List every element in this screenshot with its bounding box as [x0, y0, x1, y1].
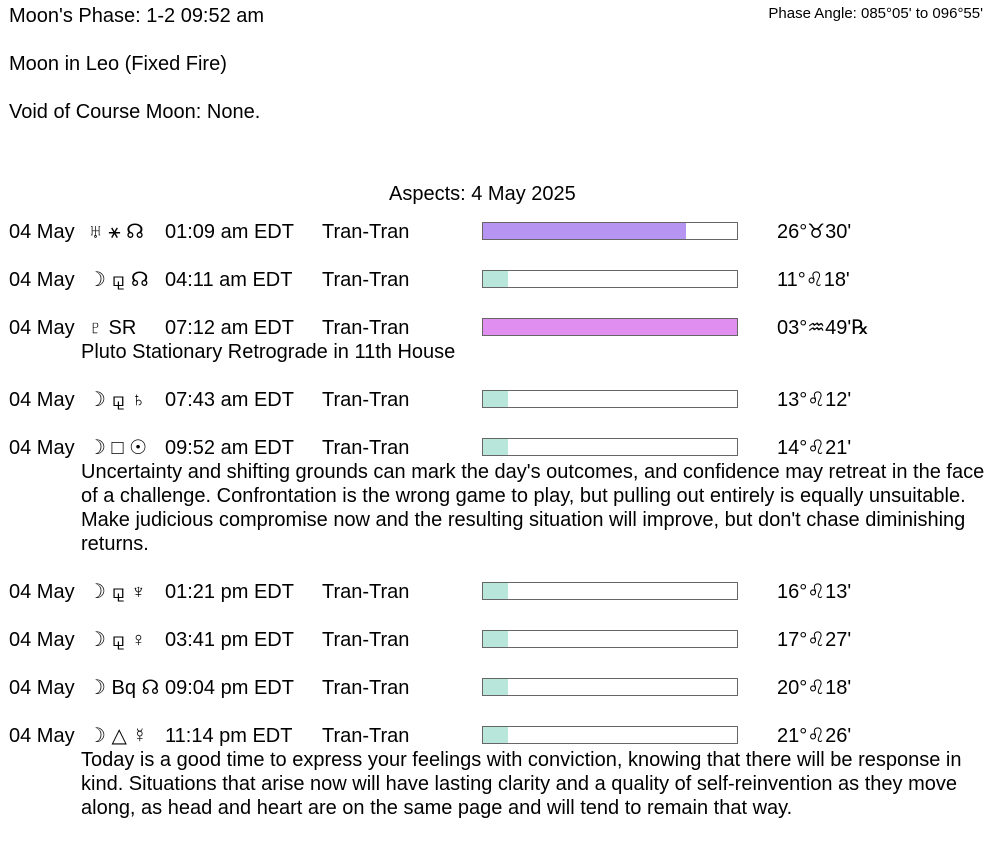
aspect-date: 04 May	[9, 389, 75, 411]
aspect-strength-bar	[482, 222, 738, 240]
aspect-row	[0, 628, 994, 652]
aspect-strength-fill	[483, 391, 508, 407]
aspect-date: 04 May	[9, 629, 75, 651]
aspect-position: 17°♌27'	[777, 629, 852, 651]
aspect-type: Tran-Tran	[322, 221, 410, 243]
aspect-row	[0, 268, 994, 292]
aspect-row	[0, 580, 994, 604]
aspect-type: Tran-Tran	[322, 677, 410, 699]
aspect-type: Tran-Tran	[322, 389, 410, 411]
aspect-glyphs: ☽ □ ☉	[88, 437, 148, 459]
aspect-glyphs: ♅ ⚹ ☊	[88, 221, 144, 243]
aspect-interpretation: Today is a good time to express your feelings with conviction, knowing that there will be response in kind. Situations that arise now will have lasting clarity and a quality of self-reinvention as they move along, as head and heart are on the same page and will tend to remain that way.	[81, 749, 962, 819]
aspect-time: 04:11 am EDT	[165, 269, 293, 291]
aspect-position: 03°♒49'℞	[777, 317, 870, 339]
aspects-title: Aspects: 4 May 2025	[389, 183, 576, 205]
aspect-glyphs: ☽ ⚼ ♆	[88, 581, 146, 603]
aspect-strength-bar	[482, 270, 738, 288]
aspect-strength-bar	[482, 318, 738, 336]
aspect-strength-bar	[482, 390, 738, 408]
moon-phase-text: Moon's Phase: 1-2 09:52 am	[9, 5, 265, 27]
aspect-row	[0, 436, 994, 460]
aspect-date: 04 May	[9, 581, 75, 603]
void-of-course-text: Void of Course Moon: None.	[9, 101, 261, 123]
aspect-row	[0, 220, 994, 244]
aspect-position: 21°♌26'	[777, 725, 852, 747]
aspect-date: 04 May	[9, 677, 75, 699]
aspect-type: Tran-Tran	[322, 437, 410, 459]
aspect-strength-fill	[483, 271, 508, 287]
aspect-position: 14°♌21'	[777, 437, 852, 459]
aspect-strength-fill	[483, 727, 508, 743]
aspect-strength-bar	[482, 438, 738, 456]
aspect-time: 09:52 am EDT	[165, 437, 294, 459]
aspect-date: 04 May	[9, 269, 75, 291]
aspect-interpretation: Pluto Stationary Retrograde in 11th House	[81, 341, 456, 363]
aspect-time: 07:12 am EDT	[165, 317, 294, 339]
aspect-time: 01:21 pm EDT	[165, 581, 294, 603]
aspect-glyphs: ☽ ⚼ ♀	[88, 629, 146, 651]
aspect-position: 16°♌13'	[777, 581, 852, 603]
aspect-date: 04 May	[9, 437, 75, 459]
aspect-glyphs: ☽ ⚼ ♄	[88, 389, 146, 411]
aspect-interpretation: Uncertainty and shifting grounds can mark the day's outcomes, and confidence may retreat in the face of a challenge. Confrontation is the wrong game to play, but pulling out entirely is equally unsuitable. Make judicious compromise now and the resulting situation will improve, but don't chase diminishing returns.	[81, 461, 985, 555]
aspect-position: 11°♌18'	[777, 269, 850, 291]
aspect-strength-bar	[482, 630, 738, 648]
aspect-position: 20°♌18'	[777, 677, 852, 699]
aspect-strength-bar	[482, 582, 738, 600]
aspect-strength-fill	[483, 223, 686, 239]
phase-angle-text: Phase Angle: 085°05' to 096°55'	[768, 5, 983, 22]
aspect-strength-fill	[483, 679, 508, 695]
aspect-time: 03:41 pm EDT	[165, 629, 294, 651]
aspect-glyphs: ☽ Bq ☊	[88, 677, 160, 699]
aspect-position: 26°♉30'	[777, 221, 852, 243]
aspect-strength-fill	[483, 319, 737, 335]
aspect-type: Tran-Tran	[322, 725, 410, 747]
aspect-strength-fill	[483, 583, 508, 599]
aspect-row	[0, 388, 994, 412]
aspect-glyphs: ☽ ⚼ ☊	[88, 269, 149, 291]
aspect-date: 04 May	[9, 317, 75, 339]
aspect-glyphs: ☽ △ ☿	[88, 725, 148, 747]
aspect-glyphs: ♇ SR	[88, 317, 137, 339]
aspect-strength-bar	[482, 726, 738, 744]
aspect-position: 13°♌12'	[777, 389, 852, 411]
aspect-date: 04 May	[9, 725, 75, 747]
aspect-time: 07:43 am EDT	[165, 389, 294, 411]
aspect-row	[0, 724, 994, 748]
aspect-time: 11:14 pm EDT	[165, 725, 293, 747]
aspect-strength-fill	[483, 631, 508, 647]
aspect-time: 09:04 pm EDT	[165, 677, 294, 699]
moon-sign-text: Moon in Leo (Fixed Fire)	[9, 53, 227, 75]
aspect-type: Tran-Tran	[322, 629, 410, 651]
aspect-type: Tran-Tran	[322, 317, 410, 339]
aspect-type: Tran-Tran	[322, 581, 410, 603]
aspect-type: Tran-Tran	[322, 269, 410, 291]
aspect-strength-fill	[483, 439, 508, 455]
aspect-row	[0, 676, 994, 700]
aspect-row	[0, 316, 994, 340]
aspect-date: 04 May	[9, 221, 75, 243]
aspect-time: 01:09 am EDT	[165, 221, 294, 243]
aspect-strength-bar	[482, 678, 738, 696]
